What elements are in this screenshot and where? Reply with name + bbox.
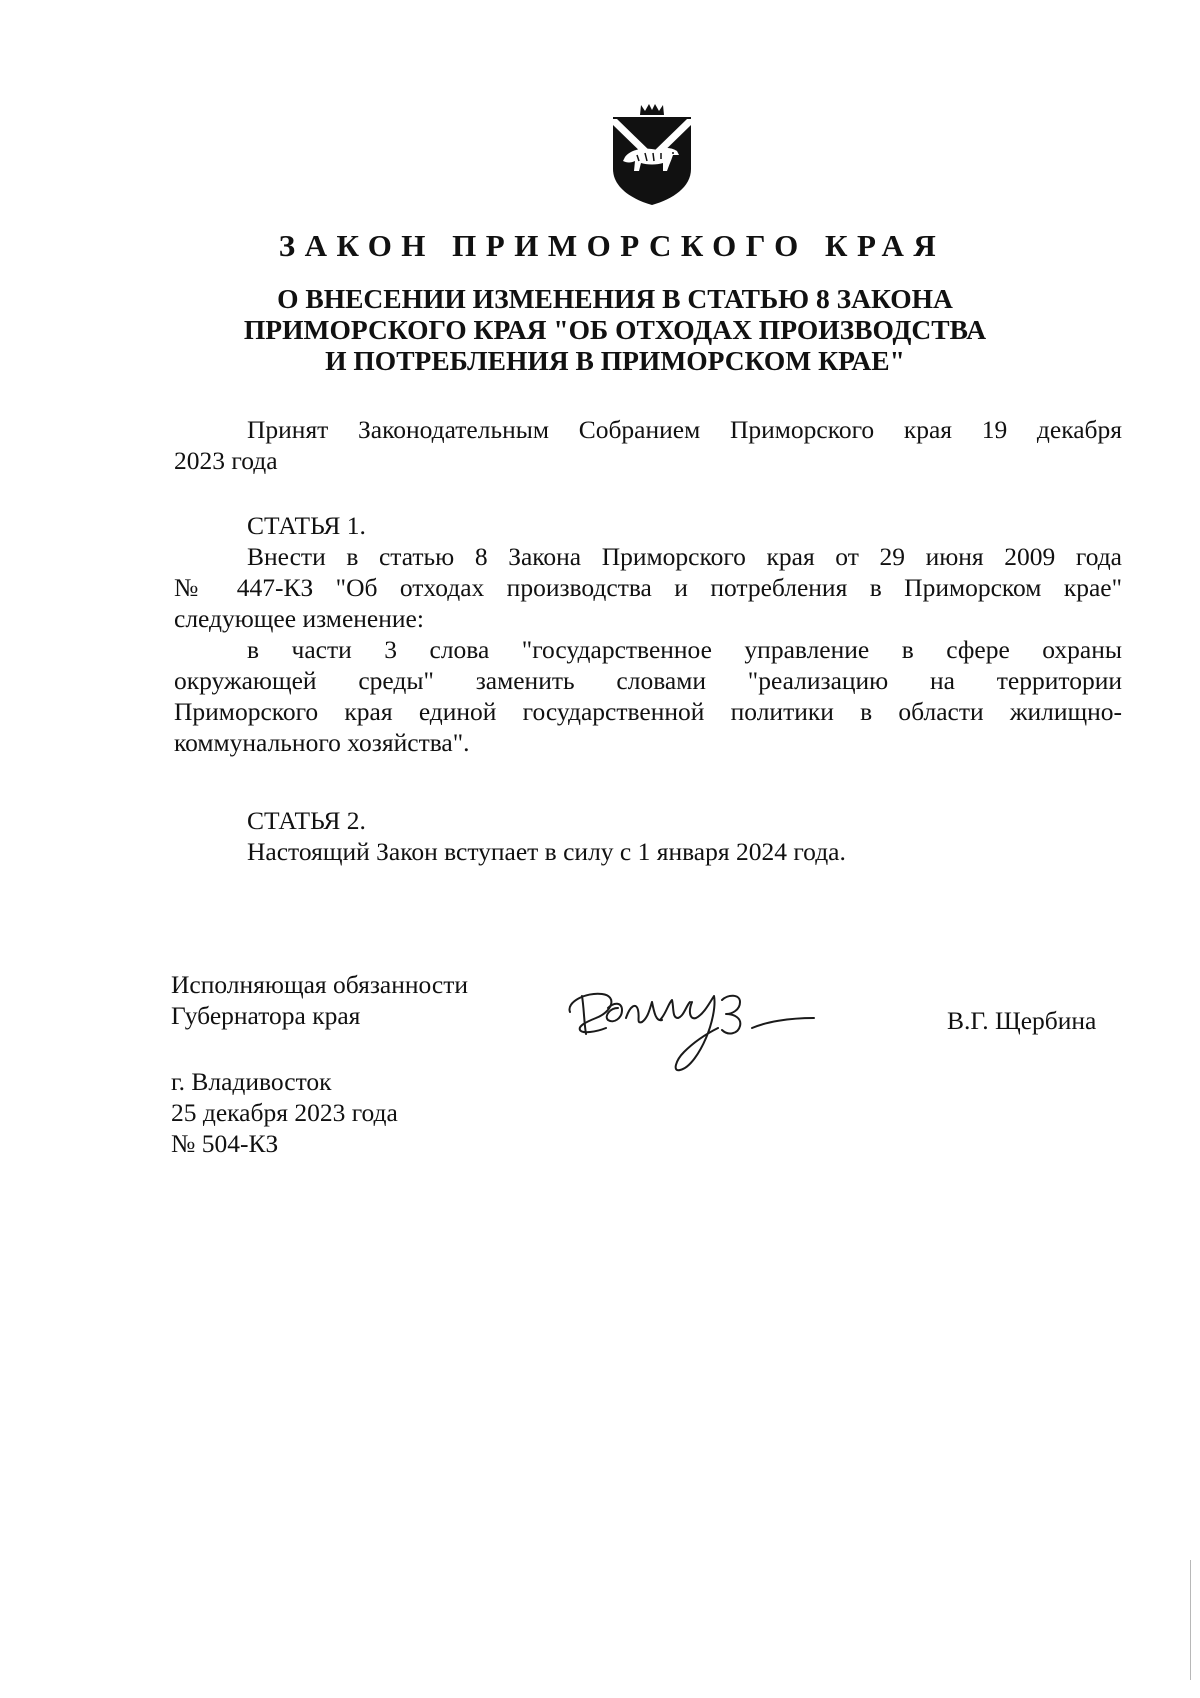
- article-1-line: в части 3 слова "государственное управление в сфере охраны: [247, 635, 1122, 664]
- adoption-line: Принят Законодательным Собранием Приморского края 19 декабря: [247, 415, 1122, 444]
- law-title: ЗАКОН ПРИМОРСКОГО КРАЯ: [278, 228, 946, 263]
- law-subtitle: [150, 283, 1080, 376]
- place-and-date: [171, 1066, 398, 1159]
- article-1-line: Приморского края единой государственной политики в области жилищно-: [174, 697, 1122, 726]
- article-2-text: Настоящий Закон вступает в силу с 1 января 2024 года.: [247, 837, 846, 866]
- coat-of-arms-icon: [607, 103, 697, 207]
- subtitle-line: О ВНЕСЕНИИ ИЗМЕНЕНИЯ В СТАТЬЮ 8 ЗАКОНА: [277, 283, 953, 314]
- handwritten-signature: [556, 972, 896, 1082]
- article-1-line: окружающей среды" заменить словами "реализацию на территории: [174, 666, 1122, 695]
- article-1-line: коммунального хозяйства".: [174, 728, 470, 757]
- article-2: [174, 805, 1122, 867]
- signatory-title: [171, 969, 468, 1031]
- signatory-title-line: Исполняющая обязанности: [171, 970, 468, 999]
- signatory-name: В.Г. Щербина: [947, 1006, 1097, 1035]
- subtitle-line: И ПОТРЕБЛЕНИЯ В ПРИМОРСКОМ КРАЕ": [325, 345, 905, 376]
- article-1-line: Внести в статью 8 Закона Приморского края от 29 июня 2009 года: [247, 542, 1122, 571]
- date: 25 декабря 2023 года: [171, 1098, 398, 1127]
- article-2-heading: СТАТЬЯ 2.: [247, 806, 366, 835]
- article-1-line: № 447-КЗ "Об отходах производства и потребления в Приморском крае": [174, 573, 1122, 602]
- scan-edge-line: [1190, 1560, 1191, 1680]
- adoption-line: 2023 года: [174, 446, 278, 475]
- article-1: [174, 510, 1122, 758]
- signatory-title-line: Губернатора края: [171, 1001, 361, 1030]
- subtitle-line: ПРИМОРСКОГО КРАЯ "ОБ ОТХОДАХ ПРОИЗВОДСТВА: [243, 314, 987, 345]
- adoption-statement: [174, 414, 1122, 476]
- law-number: № 504-КЗ: [171, 1129, 279, 1158]
- article-1-line: следующее изменение:: [174, 604, 424, 633]
- place: г. Владивосток: [171, 1067, 332, 1096]
- article-1-heading: СТАТЬЯ 1.: [247, 511, 366, 540]
